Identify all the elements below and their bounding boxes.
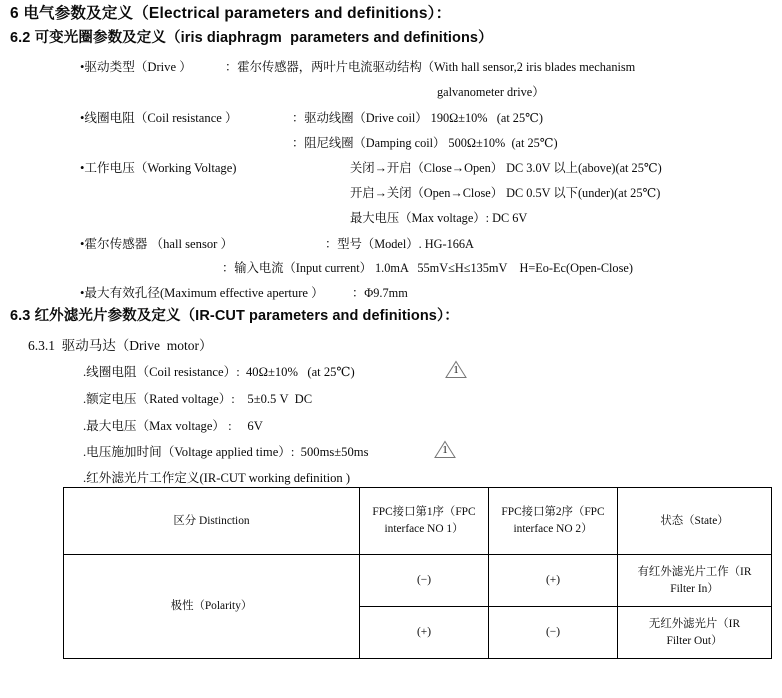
revision-marker-number-2: 1 [442,444,448,456]
param-hall-sensor-model-value: ：型号（Model）. HG-166A [325,237,474,251]
table-cell-state-row2: 无红外滤光片（IR Filter Out） [618,607,772,659]
param-max-voltage-value: 最大电压（Max voltage）: DC 6V [350,211,528,225]
param-drive-type-continuation: galvanometer drive） [437,85,545,99]
param-working-voltage-label: •工作电压（Working Voltage) [80,161,237,175]
param-max-effective-aperture-value: ：Φ9.7mm [352,286,408,300]
table-cell-fpc1-row2: (+) [360,607,489,659]
table-cell-polarity-label: 极性（Polarity） [64,555,360,659]
heading-section-6-3: 6.3 红外滤光片参数及定义（IR-CUT parameters and definitions）： [10,308,459,324]
table-cell-fpc1-row1: (−) [360,555,489,607]
param-open-to-close-value: 开启→关闭（Open→Close） DC 0.5V 以下(under)(at 25℃) [350,186,661,200]
table-header-state: 状态（State） [618,488,772,555]
ir-cut-polarity-table-wrapper [63,487,752,659]
table-header-row [64,488,772,555]
param-coil-resistance-value: ：驱动线圈（Drive coil） 190Ω±10% (at 25℃) [292,111,543,125]
param-hall-sensor-label: •霍尔传感器 （hall sensor ） [80,237,234,251]
param-drive-type-value: ：霍尔传感器，两叶片电流驱动结构（With hall sensor,2 iris blades mechanism [225,60,636,74]
table-cell-state-row1: 有红外滤光片工作（IR Filter In） [618,555,772,607]
ir-cut-polarity-table [63,487,772,659]
revision-marker-triangle-icon-1 [445,360,467,379]
motor-rated-voltage-item: .额定电压（Rated voltage）: 5±0.5 V DC [83,392,313,406]
param-hall-sensor-input-current-value: ：输入电流（Input current） 1.0mA 55mV≤H≤135mV H=Eo-Ec(Open-Close) [222,261,633,275]
revision-marker-number-1: 1 [453,364,459,376]
heading-section-6: 6 电气参数及定义（Electrical parameters and definitions）： [10,5,452,22]
table-row [64,555,772,607]
motor-voltage-applied-time-item: .电压施加时间（Voltage applied time）: 500ms±50ms [83,445,369,459]
heading-section-6-2: 6.2 可变光圈参数及定义（iris diaphragm parameters and definitions） [10,30,493,46]
motor-coil-resistance-item: .线圈电阻（Coil resistance）: 40Ω±10% (at 25℃) [83,365,355,379]
table-header-distinction: 区分 Distinction [64,488,360,555]
param-drive-type-label: •驱动类型（Drive ） [80,60,192,74]
table-header-fpc-interface-2: FPC接口第2序（FPC interface NO 2） [489,488,618,555]
param-close-to-open-value: 关闭→开启（Close→Open） DC 3.0V 以上(above)(at 25℃) [350,161,662,175]
param-damping-coil-value: ：阻尼线圈（Damping coil） 500Ω±10% (at 25℃) [292,136,558,150]
revision-marker-triangle-icon-2 [434,440,456,459]
ir-cut-working-definition-item: .红外滤光片工作定义(IR-CUT working definition ) [83,471,351,485]
param-coil-resistance-label: •线圈电阻（Coil resistance ） [80,111,238,125]
table-cell-fpc2-row1: (+) [489,555,618,607]
heading-section-6-3-1: 6.3.1 驱动马达（Drive motor） [28,338,213,353]
param-max-effective-aperture-label: •最大有效孔径(Maximum effective aperture ） [80,286,324,300]
table-header-fpc-interface-1: FPC接口第1序（FPC interface NO 1） [360,488,489,555]
motor-max-voltage-item: .最大电压（Max voltage） : 6V [83,419,263,433]
table-cell-fpc2-row2: (−) [489,607,618,659]
